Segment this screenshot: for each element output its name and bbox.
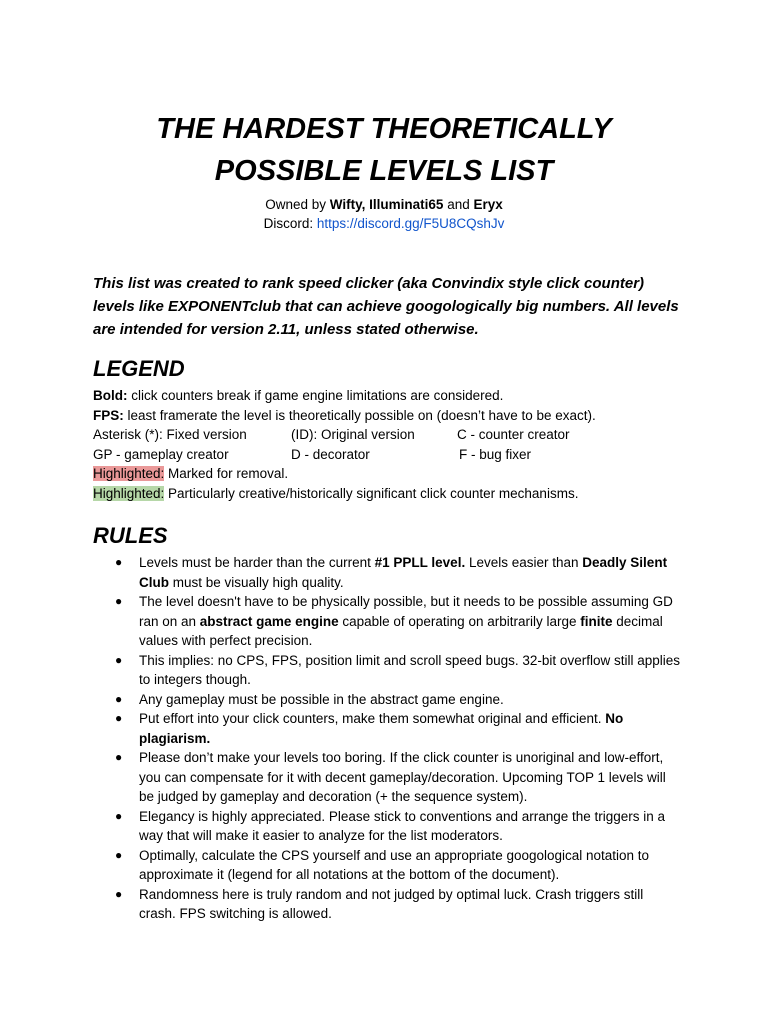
legend-red-text: Marked for removal. [164,466,289,481]
legend-fps-text: least framerate the level is theoretically possible on (doesn’t have to be exact). [123,407,596,423]
rule-text: Elegancy is highly appreciated. Please stick to conventions and arrange the triggers in a way that will make it easier to analyze for the list moderators. [139,808,666,843]
rules-list [93,553,683,924]
legend-red-highlight: Highlighted: [93,466,165,481]
rule-text: This implies: no CPS, FPS, position limit and scroll speed bugs. 32-bit overflow still applies to integers though. [139,652,680,687]
bullet-icon: ● [115,555,123,569]
intro-paragraph: This list was created to rank speed clicker (aka Convindix style click counter) levels like EXPONENTclub that can achieve googologically big numbers. All levels are intended for version 2.11, unless stated otherwise. [93,275,679,338]
bullet-icon: ● [115,711,123,725]
list-item [93,709,683,748]
rule-text: must be visually high quality. [169,574,344,590]
rule-bold: No plagiarism. [139,711,624,746]
legend-codes-row-1 [93,425,693,445]
list-item [93,553,683,592]
legend-green-highlight: Highlighted: [93,485,165,501]
bullet-icon: ● [115,594,123,608]
owners-line [0,195,768,214]
bullet-icon: ● [115,652,123,667]
legend-id: (ID): Original version [291,427,415,442]
owner-last: Eryx [473,197,503,212]
rule-text: Levels easier than [465,555,583,570]
rule-text: Optimally, calculate the CPS yourself and use an appropriate googological notation to approximate it (legend for all notations at the bottom of the document). [139,847,650,882]
rule-text: Put effort into your click counters, make them somewhat original and efficient. [139,711,606,726]
rule-text: Please don’t make your levels too boring. If the click counter is unoriginal and low-effort, you can compensate for it with decent gameplay/decoration. Upcoming TOP 1 levels will be judged by gameplay and decoration (+ the sequence system). [139,750,666,804]
legend-codes-row-2 [93,445,693,465]
discord-line [0,214,768,233]
legend-asterisk: Asterisk (*): Fixed version [93,427,247,442]
owned-and: and [443,197,474,212]
discord-label: Discord: [263,216,317,231]
legend-fps-label: FPS: [93,407,124,423]
list-item [93,748,683,807]
rule-text: Randomness here is truly random and not judged by optimal luck. Crash triggers still crash. FPS switching is allowed. [139,886,644,921]
owned-prefix: Owned by [265,197,330,212]
bullet-icon: ● [115,808,123,823]
legend-f: F - bug fixer [459,446,532,462]
legend-fps-row [93,406,693,426]
rule-bold: Deadly Silent Club [139,555,668,590]
legend-green-text: Particularly creative/historically significant click counter mechanisms. [164,485,579,501]
owners-names: Wifty, Illuminati65 [329,197,444,212]
rule-text: Any gameplay must be possible in the abstract game engine. [139,691,504,707]
list-item [93,885,683,924]
rule-bold: finite [580,613,613,629]
list-item [93,690,683,710]
legend-bold-label: Bold: [93,388,128,403]
legend-gp: GP - gameplay creator [93,446,229,462]
legend-green-row [93,484,693,504]
rule-text: decimal values with perfect precision. [139,613,663,648]
title-line-1: THE HARDEST THEORETICALLY [156,113,612,145]
document-title [0,108,768,192]
legend-c: C - counter creator [457,427,570,442]
title-line-2: POSSIBLE LEVELS LIST [214,155,554,187]
legend-heading: LEGEND [93,356,185,381]
legend-bold-text: click counters break if game engine limitations are considered. [127,388,504,403]
rule-bold: abstract game engine [199,613,339,629]
list-item [93,592,683,651]
rules-heading: RULES [93,523,168,548]
list-item [93,846,683,885]
rule-text: The level doesn't have to be physically possible, but it needs to be possible assuming GD ran on an [139,594,673,629]
bullet-icon: ● [115,886,123,901]
rule-text: Levels must be harder than the current [139,555,375,570]
legend-d: D - decorator [291,446,370,462]
bullet-icon: ● [115,750,123,764]
legend-red-row [93,464,693,484]
discord-link[interactable]: https://discord.gg/F5U8CQshJv [316,216,505,231]
legend-bold-row [93,386,693,406]
rule-text: capable of operating on arbitrarily large [338,613,581,629]
list-item [93,651,683,690]
bullet-icon: ● [115,847,123,862]
list-item [93,807,683,846]
legend-section [93,386,693,503]
rule-bold: #1 PPLL level. [374,555,466,570]
bullet-icon: ● [115,691,123,706]
